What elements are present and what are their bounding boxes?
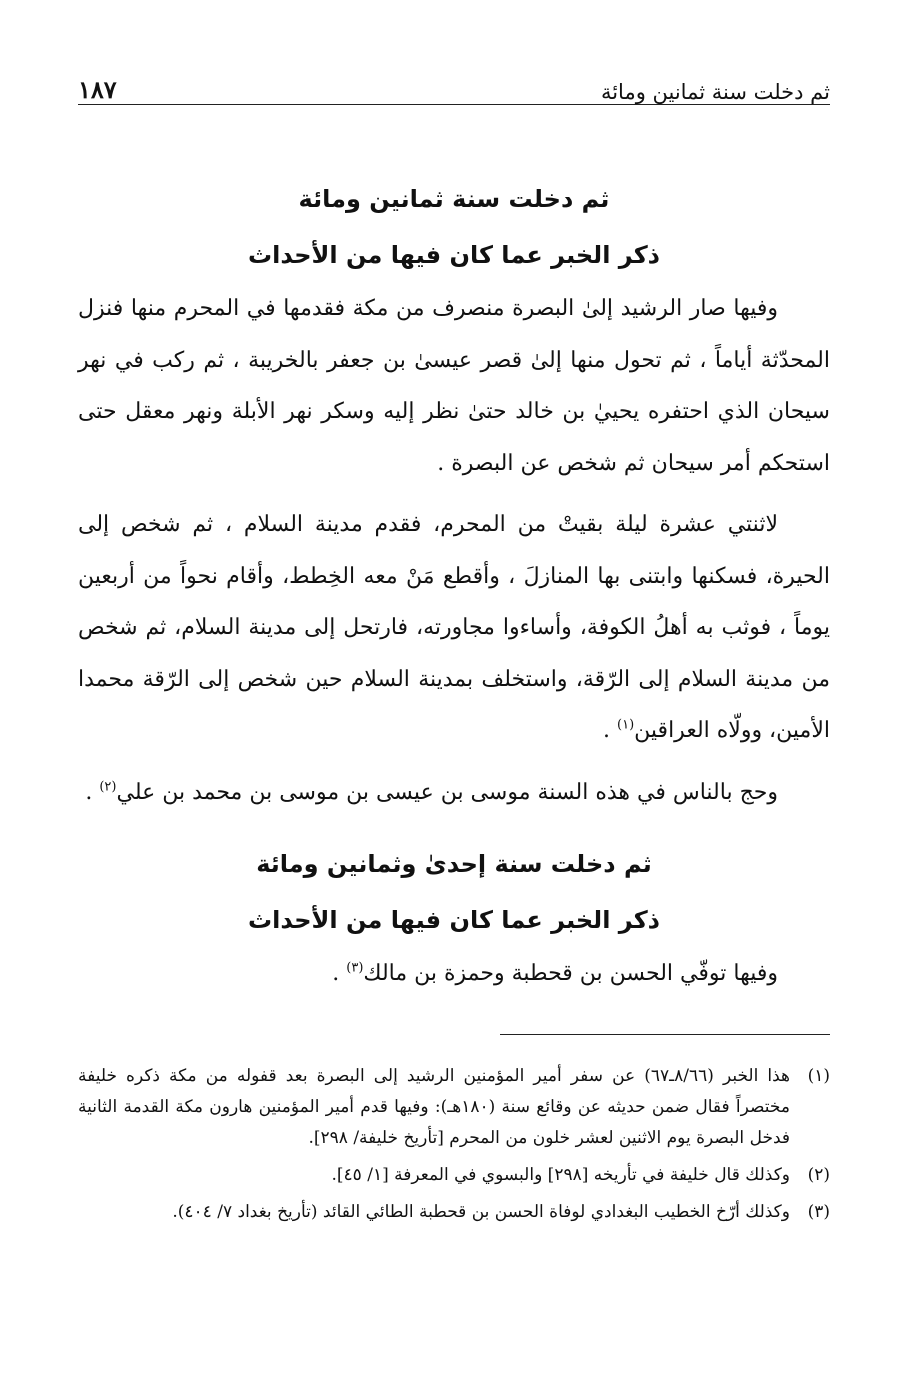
section-heading: ثم دخلت سنة ثمانين ومائة (298, 185, 610, 213)
section-subheading: ذكر الخبر عما كان فيها من الأحداث (248, 241, 660, 269)
footnote-text: وكذلك قال خليفة في تأريخه [٢٩٨] والبسوي في المعرفة [١/ ٤٥]. (331, 1164, 790, 1185)
section-heading: ثم دخلت سنة إحدىٰ وثمانين ومائة (256, 850, 652, 878)
footnote-ref: (١) (617, 717, 635, 733)
footnote-number: (٢) (807, 1164, 830, 1185)
footnote (78, 1160, 830, 1191)
footnote-number: (١) (807, 1065, 830, 1086)
footnote (78, 1061, 830, 1154)
body-paragraph (78, 283, 830, 489)
paragraph-text: لاثنتي عشرة ليلة بقيتْ من المحرم، فقدم مدينة السلام ، ثم شخص إلى الحيرة، فسكنها وابتنى بها المنازلَ ، وأقطع مَنْ معه الخِطط، وأقام نحواً من أربعين يوماً ، فوثب به أهلُ الكوفة، وأساءوا مجاورته، فارتحل إلى مدينة السلام، ثم شخص من مدينة السلام إلى الرّقة، واستخلف بمدينة السلام حين شخص إلى الرّقة محمدا الأمين، وولّاه العراقين (78, 512, 830, 743)
body-paragraph (78, 948, 830, 1000)
paragraph-end: . (603, 718, 618, 743)
paragraph-text: وفيها توفّي الحسن بن قحطبة وحمزة بن مالك (363, 961, 778, 986)
running-title: ثم دخلت سنة ثمانين ومائة (600, 80, 830, 104)
paragraph-end: . (332, 961, 347, 986)
footnote-text: وكذلك أرّخ الخطيب البغدادي لوفاة الحسن بن قحطبة الطائي القائد (تأريخ بغداد ٧/ ٤٠٤). (172, 1201, 790, 1222)
book-page (78, 60, 830, 1234)
footnote (78, 1197, 830, 1228)
paragraph-text: وحج بالناس في هذه السنة موسى بن عيسى بن موسى بن محمد بن علي (116, 779, 778, 805)
footnotes (78, 1061, 830, 1228)
footnote-text: هذا الخبر (٨/٦٦ـ٦٧) عن سفر أمير المؤمنين الرشيد إلى البصرة بعد قفوله من مكة ذكره خليفة مختصراً فقال ضمن حديثه عن وقائع سنة (١٨٠هـ): وفيها قدم أمير المؤمنين هارون مكة القدمة الثانية فدخل البصرة يوم الاثنين لعشر خلون من المحرم [تأريخ خليفة/ ٢٩٨]. (78, 1065, 791, 1148)
body-paragraph (78, 499, 830, 757)
section-subheading: ذكر الخبر عما كان فيها من الأحداث (248, 906, 660, 934)
running-header (78, 60, 830, 105)
footnote-divider (500, 1034, 830, 1035)
footnote-ref: (٣) (346, 960, 364, 976)
footnote-number: (٣) (807, 1201, 830, 1222)
body-paragraph (78, 767, 830, 819)
footnote-ref: (٢) (99, 779, 117, 795)
paragraph-end: . (85, 779, 100, 805)
paragraph-text: وفيها صار الرشيد إلىٰ البصرة منصرف من مكة فقدمها في المحرم منها فنزل المحدّثة أياماً ، ثم تحول منها إلىٰ قصر عيسىٰ بن جعفر بالخريبة ، ثم ركب في نهر سيحان الذي احتفره يحييٰ بن خالد حتىٰ نظر إليه وسكر نهر الأبلة ونهر معقل حتى استحكم أمر سيحان ثم شخص عن البصرة . (78, 296, 830, 476)
page-number: ١٨٧ (78, 75, 117, 104)
